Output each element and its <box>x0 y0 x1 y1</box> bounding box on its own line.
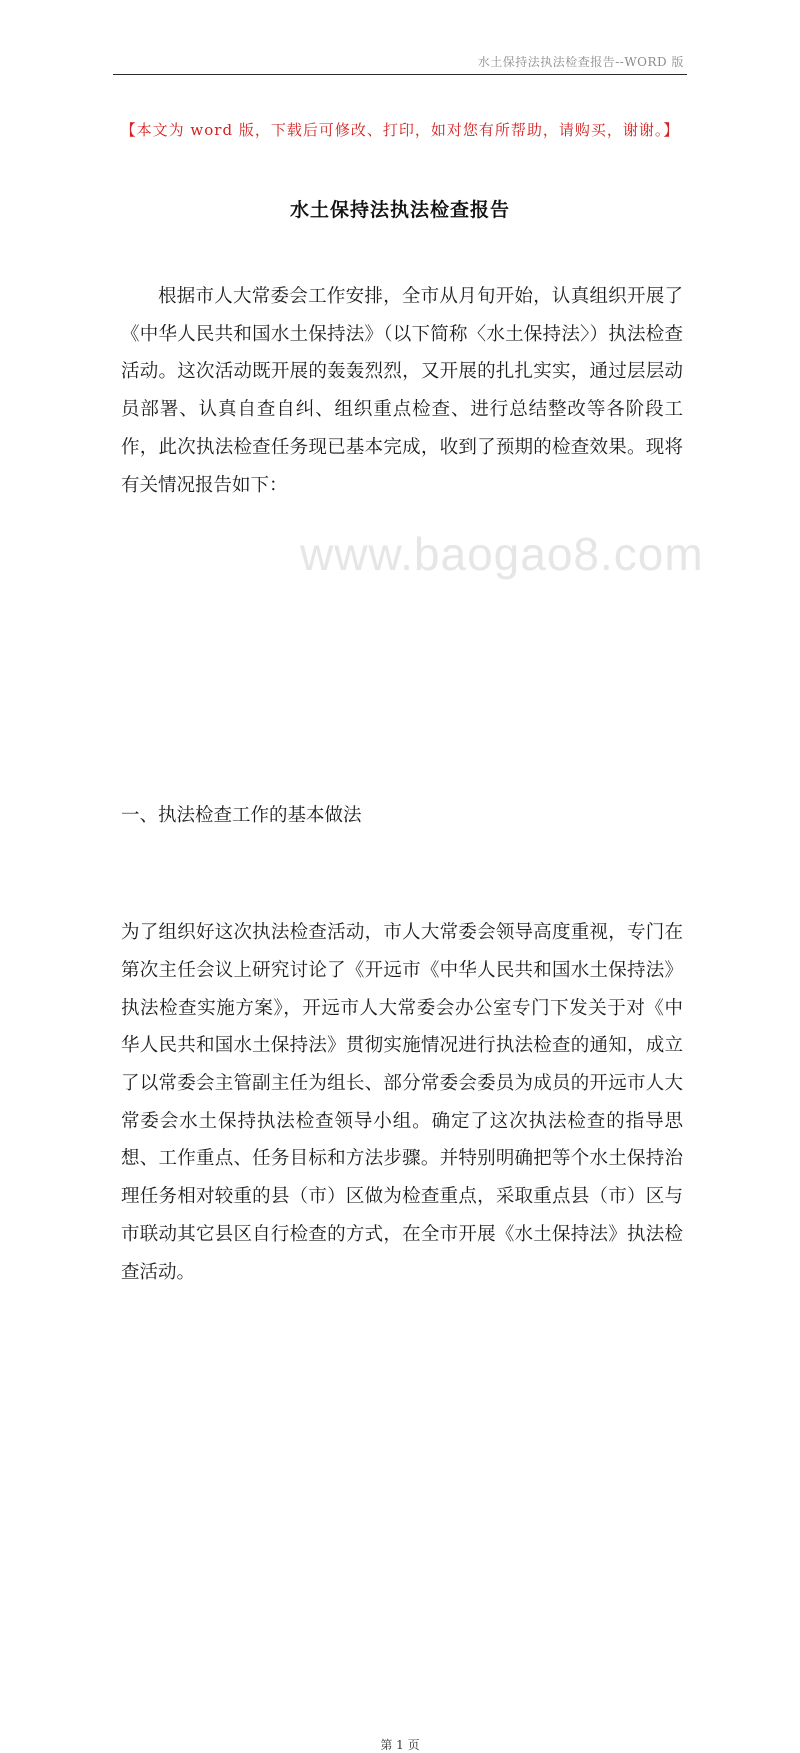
section-paragraph: 为了组织好这次执法检查活动，市人大常委会领导高度重视，专门在第次主任会议上研究讨论了《开远市《中华人民共和国水土保持法》执法检查实施方案》，开远市人大常委会办公室专门下发关于对《中华人民共和国水土保持法》贯彻实施情况进行执法检查的通知，成立了以常委会主管副主任为组长、部分常委会委员为成员的开远市人大常委会水土保持执法检查领导小组。确定了这次执法检查的指导思想、工作重点、任务目标和方法步骤。并特别明确把等个水土保持治理任务相对较重的县（市）区做为检查重点，采取重点县（市）区与市联动其它县区自行检查的方式，在全市开展《水土保持法》执法检查活动。 <box>121 922 683 1283</box>
watermark: www.baogao8.com <box>300 528 704 580</box>
intro-paragraph: 根据市人大常委会工作安排，全市从月旬开始，认真组织开展了《中华人民共和国水土保持法》（以下简称〈水土保持法〉）执法检查活动。这次活动既开展的轰轰烈烈，又开展的扎扎实实，通过层层动员部署、认真自查自纠、组织重点检查、进行总结整改等各阶段工作，此次执法检查任务现已基本完成，收到了预期的检查效果。现将有关情况报告如下： <box>121 286 683 496</box>
running-header: 水土保持法执法检查报告--WORD 版 <box>477 55 684 69</box>
purchase-notice: 【本文为 word 版，下载后可修改、打印，如对您有所帮助，请购买，谢谢。】 <box>120 121 680 139</box>
document-title: 水土保持法执法检查报告 <box>289 199 510 221</box>
page-number: 第 1 页 <box>380 1738 420 1753</box>
section-heading: 一、执法检查工作的基本做法 <box>121 805 362 827</box>
header-divider <box>113 74 687 75</box>
